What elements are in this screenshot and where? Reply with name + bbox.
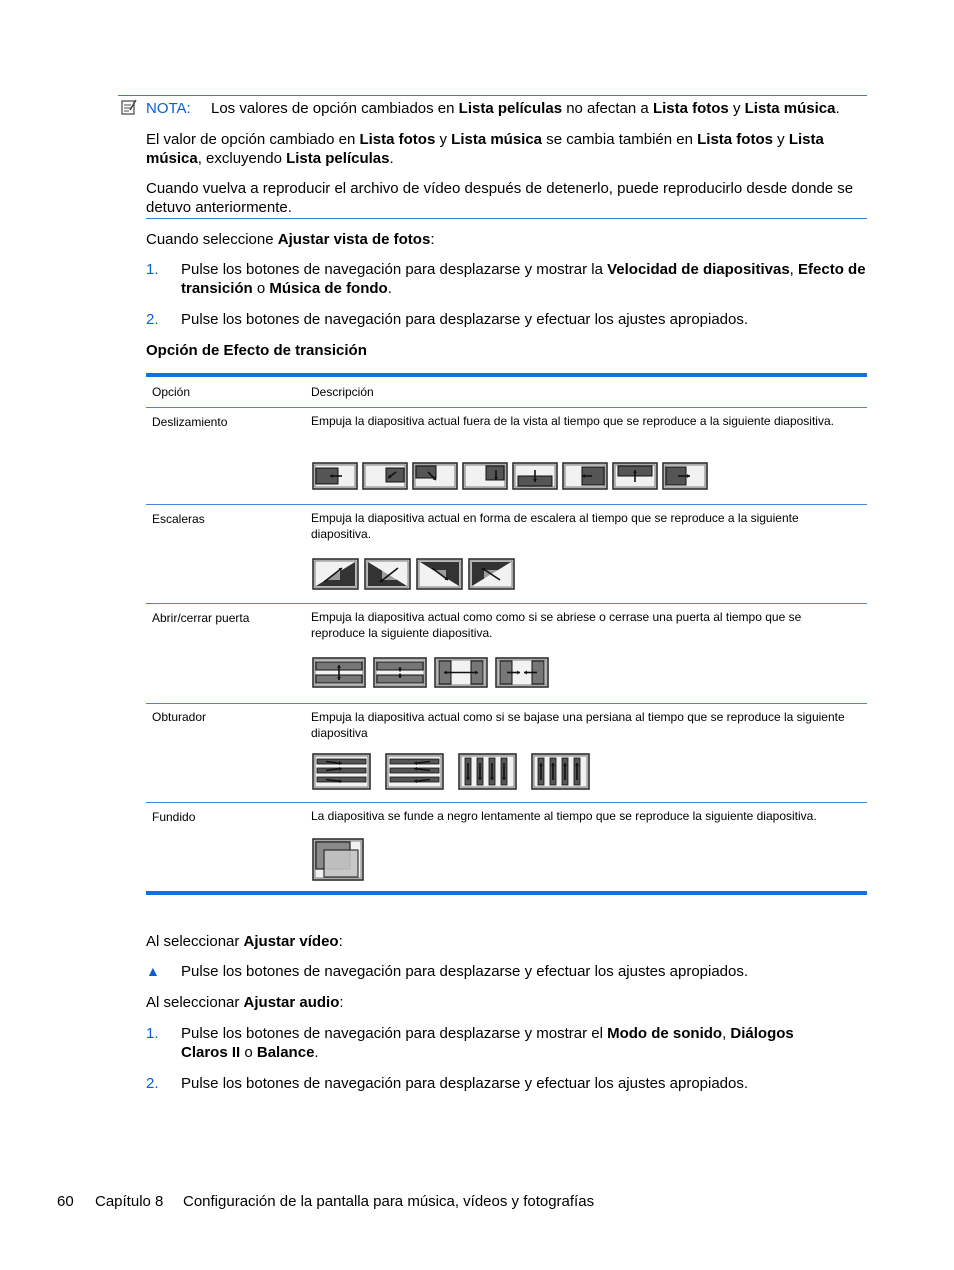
footer-chapter: Capítulo 8 bbox=[95, 1193, 164, 1210]
table-row-option: Fundido bbox=[152, 810, 196, 824]
video-step-bullet: ▲ bbox=[146, 963, 160, 979]
audio-intro: Al seleccionar Ajustar audio: bbox=[146, 994, 344, 1011]
note-label: NOTA: bbox=[146, 100, 191, 117]
audio-step-1-number: 1. bbox=[146, 1025, 159, 1042]
fotos-intro: Cuando seleccione Ajustar vista de fotos: bbox=[146, 231, 435, 248]
table-title: Opción de Efecto de transición bbox=[146, 342, 367, 359]
table-row-option: Escaleras bbox=[152, 512, 205, 526]
footer-title: Configuración de la pantalla para música, vídeos y fotografías bbox=[183, 1193, 595, 1210]
table-row-description: La diapositiva se funde a negro lentamente al tiempo que se reproduce la siguiente diapositiva. bbox=[311, 809, 817, 823]
audio-step-2-number: 2. bbox=[146, 1075, 159, 1092]
audio-step-2-text: Pulse los botones de navegación para desplazarse y efectuar los ajustes apropiados. bbox=[181, 1075, 749, 1092]
slide-top-icon bbox=[612, 462, 658, 490]
page-number: 60 bbox=[57, 1193, 74, 1210]
shutter-vertical-icon bbox=[458, 753, 517, 790]
table-row-rule bbox=[146, 603, 867, 604]
stairs-down-right-icon bbox=[416, 558, 463, 590]
shutter-icons bbox=[312, 753, 590, 790]
door-icons bbox=[312, 657, 549, 688]
table-top-bar bbox=[146, 373, 867, 377]
slide-left-icon bbox=[312, 462, 358, 490]
fotos-step-1-number: 1. bbox=[146, 261, 159, 278]
note-bottom-rule bbox=[146, 218, 867, 219]
table-header-option: Opción bbox=[152, 385, 191, 399]
table-row-description: Empuja la diapositiva actual como si se bajase una persiana al tiempo que se reproduce la siguiente diapositiva bbox=[311, 710, 845, 740]
note-paragraph-3: Cuando vuelva a reproducir el archivo de vídeo después de detenerlo, puede reproducirlo desde donde se detuvo anteriormente. bbox=[146, 180, 854, 216]
table-row-option: Obturador bbox=[152, 710, 207, 724]
shutter-vertical-reverse-icon bbox=[531, 753, 590, 790]
shutter-horizontal-icon bbox=[312, 753, 371, 790]
door-horizontal-open-icon bbox=[312, 657, 366, 688]
slide-up-left-icon bbox=[362, 462, 408, 490]
video-intro: Al seleccionar Ajustar vídeo: bbox=[146, 933, 343, 950]
note-paragraph-2: El valor de opción cambiado en Lista fotos y Lista música se cambia también en Lista fotos y Lista música, excluyendo Lista películas. bbox=[146, 131, 824, 167]
door-vertical-open-icon bbox=[434, 657, 488, 688]
slide-right-arrow-icon bbox=[662, 462, 708, 490]
table-header-rule bbox=[146, 407, 867, 408]
fade-icon bbox=[312, 838, 364, 881]
fotos-step-1-text: Pulse los botones de navegación para desplazarse y mostrar la Velocidad de diapositivas, Efecto de transición o Música de fondo. bbox=[181, 261, 866, 297]
note-icon bbox=[121, 99, 137, 115]
stairs-up-right-icon bbox=[312, 558, 359, 590]
audio-step-1-text: Pulse los botones de navegación para desplazarse y mostrar el Modo de sonido, Diálogos Claros II o Balance. bbox=[181, 1025, 794, 1061]
table-row-option: Deslizamiento bbox=[152, 415, 228, 429]
stairs-up-left-icon bbox=[364, 558, 411, 590]
table-row-option: Abrir/cerrar puerta bbox=[152, 611, 250, 625]
slide-icons bbox=[312, 462, 708, 490]
slide-down-icon bbox=[462, 462, 508, 490]
table-bottom-bar bbox=[146, 891, 867, 895]
slide-bottom-icon bbox=[512, 462, 558, 490]
fade-icons bbox=[312, 838, 364, 881]
shutter-horizontal-reverse-icon bbox=[385, 753, 444, 790]
table-row-rule bbox=[146, 802, 867, 803]
table-row-description: Empuja la diapositiva actual en forma de escalera al tiempo que se reproduce a la siguiente diapositiva. bbox=[311, 511, 799, 541]
table-row-description: Empuja la diapositiva actual fuera de la vista al tiempo que se reproduce a la siguiente diapositiva. bbox=[311, 414, 834, 428]
fotos-step-2-text: Pulse los botones de navegación para desplazarse y efectuar los ajustes apropiados. bbox=[181, 311, 749, 328]
door-vertical-close-icon bbox=[495, 657, 549, 688]
table-row-rule bbox=[146, 504, 867, 505]
fotos-step-2-number: 2. bbox=[146, 311, 159, 328]
table-row-description: Empuja la diapositiva actual como como si se abriese o cerrase una puerta al tiempo que se reproduce la siguiente diapositiva. bbox=[311, 610, 802, 640]
table-header-description: Descripción bbox=[311, 385, 374, 399]
video-step-text: Pulse los botones de navegación para desplazarse y efectuar los ajustes apropiados. bbox=[181, 963, 749, 980]
slide-down-left-icon bbox=[412, 462, 458, 490]
table-row-rule bbox=[146, 703, 867, 704]
note-text: Los valores de opción cambiados en Lista películas no afectan a Lista fotos y Lista música. bbox=[211, 100, 840, 117]
slide-right-icon bbox=[562, 462, 608, 490]
stairs-down-left-icon bbox=[468, 558, 515, 590]
note-top-rule bbox=[118, 95, 867, 96]
door-horizontal-close-icon bbox=[373, 657, 427, 688]
stairs-icons bbox=[312, 558, 515, 590]
